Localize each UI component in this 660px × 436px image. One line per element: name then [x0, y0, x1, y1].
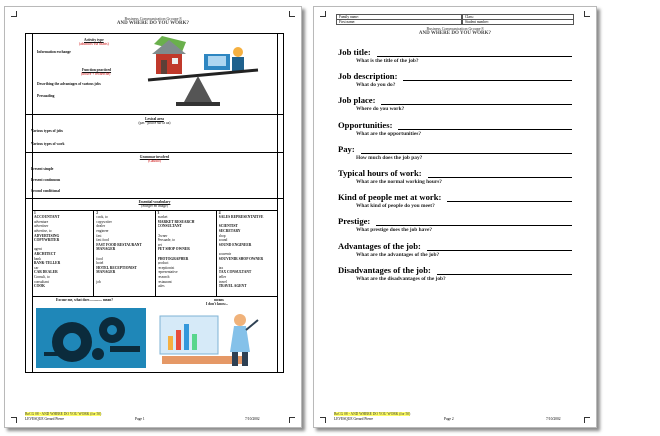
answer-line[interactable] [381, 104, 572, 105]
document-page-2 [313, 6, 597, 428]
question-hint: What are the disadvantages of the job? [356, 275, 446, 282]
footer-date: 7/10/2002 [546, 417, 561, 421]
vocab-word: COOK [34, 284, 45, 289]
footer-page: Page 1 [135, 417, 145, 421]
vocab-word: research [157, 274, 170, 279]
grammar-heading: Grammar involved [139, 155, 170, 159]
vocab-word: copywriter [96, 219, 112, 224]
lexical-item: Various types of work [31, 142, 65, 146]
answer-line[interactable] [427, 250, 572, 251]
vocab-word: representative [157, 270, 178, 275]
vocab-column-number: 4 [218, 211, 221, 215]
vocab-word: car [34, 265, 39, 270]
vocab-word: sales [157, 284, 165, 289]
scale-illustration [146, 36, 274, 110]
vocab-word: SCIENTIST [218, 224, 238, 229]
vocab-word: PHOTOGRAPHER [157, 256, 189, 261]
vocab-sub: (Sfinger en image) [141, 204, 168, 208]
page-title: AND WHERE DO YOU WORK? [116, 21, 190, 26]
question-label: Disadvantages of the job: [338, 264, 431, 275]
vocab-word: hotel [96, 261, 104, 266]
vocab-column [93, 210, 154, 296]
question-hint: Where do you work? [356, 106, 405, 113]
page-subtitle: Business Communication Groupe 8 [426, 26, 484, 31]
speech-bubble-left: Excuse me, what does ............. mean? [56, 298, 113, 302]
vocab-word: Owner [157, 233, 168, 238]
speech-bubble-right: means [214, 298, 224, 302]
footer-author: LEVESQUE Gerard Pierre [25, 417, 64, 421]
function-item: Describing the advantages of various jobs [37, 82, 101, 86]
lexical-sub: (pas - police sur la ua) [138, 121, 171, 125]
vocab-word: ACCOUNTANT [34, 215, 60, 220]
vocab-word: HOTEL RECEPTIONIST [96, 265, 137, 270]
answer-line[interactable] [377, 56, 572, 57]
document-page-1 [4, 6, 302, 428]
question-hint: What kind of people do you meet? [356, 203, 435, 210]
answer-line[interactable] [428, 177, 572, 178]
vocab-word: consultant [34, 279, 49, 284]
vocab-word: market [157, 215, 168, 220]
question-label: Prestige: [338, 216, 371, 227]
vocab-column [32, 210, 93, 296]
vocab-column [155, 210, 216, 296]
vocab-grid [32, 210, 277, 296]
student-number-field[interactable]: Student number: [462, 19, 574, 25]
footer-date: 7/10/2002 [245, 417, 260, 421]
vocab-word: CONSULTANT [157, 224, 182, 229]
grammar-item: Present simple [31, 167, 54, 171]
vocab-word: MANAGER [96, 247, 116, 252]
vocab-word: receptionist [157, 265, 175, 270]
vocab-word: PET SHOP OWNER [157, 247, 190, 252]
vocab-word: FAST FOOD RESTAURANT [96, 242, 142, 247]
crop-mark [320, 11, 326, 17]
question-hint: What is the title of the job? [356, 58, 419, 64]
question-hint: What prestige does the job have? [356, 227, 433, 234]
vocab-word: advertiser [34, 224, 49, 229]
vocab-word: SALES REPRESENTATIVE [218, 215, 264, 220]
crop-mark [289, 417, 295, 423]
lexical-heading: Lexical area [145, 117, 164, 121]
vocab-word: adventure [34, 219, 49, 224]
vocab-word: SOUVENIR SHOP OWNER [218, 256, 264, 261]
footer-page: Page 2 [444, 417, 454, 421]
vocab-word: ARCHITECT [34, 251, 56, 256]
answer-line[interactable] [361, 153, 572, 154]
grammar-item: Second conditional [31, 189, 61, 193]
vocab-word: travel [218, 279, 227, 284]
vocab-word: pet [157, 242, 162, 247]
vocab-word: sound [218, 238, 228, 243]
vocab-column-number: 2 [96, 211, 99, 215]
crop-mark [584, 417, 590, 423]
family-name-field[interactable]: Family name: [336, 14, 462, 20]
grammar-item: Present continuous [31, 178, 61, 182]
vocab-word: engineer [96, 228, 109, 233]
question-hint: What are the opportunities? [356, 130, 422, 137]
crop-mark [584, 11, 590, 17]
activity-sub: (abstracts via charts) [79, 42, 109, 46]
vocab-word: dealer [96, 224, 106, 229]
question-hint: What do you do? [356, 82, 396, 89]
speech-bubble-right-2: I don't know... [206, 302, 229, 306]
question-label: Job description: [338, 71, 398, 82]
vocab-word: COPYWRITER [34, 238, 60, 243]
activity-heading: Activity type [84, 38, 104, 42]
activity-item: Information exchange [37, 50, 71, 54]
function-heading: Function practiced [82, 68, 112, 72]
question-hint: What are the normal working hours? [356, 179, 443, 185]
answer-line[interactable] [447, 201, 572, 202]
vocab-word: cook, to [96, 215, 108, 220]
vocab-word: product [157, 261, 169, 266]
question-label: Opportunities: [338, 119, 393, 130]
vocab-heading: Essential vocabulary [138, 200, 171, 204]
gears-illustration [36, 308, 146, 368]
vocab-word: TAX CONSULTANT [218, 270, 252, 275]
footer-author: LEVESQUE Gerard Pierre [334, 417, 373, 421]
page-subtitle: Business Communication Groupe 8 [124, 16, 182, 21]
vocab-word: Persuade, to [157, 238, 176, 243]
function-sub: (trouve + recherché) [81, 72, 111, 76]
vocab-word: tax [218, 265, 224, 270]
function-item: Persuading [37, 94, 55, 98]
class-field[interactable]: Class: [462, 14, 574, 20]
vocab-word: fast [96, 233, 102, 238]
vocab-word: agent [34, 247, 42, 252]
vocab-word: CAR DEALER [34, 270, 58, 275]
vocab-word: food [96, 256, 103, 261]
vocab-word: MARKET RESEARCH [157, 219, 195, 224]
answer-line[interactable] [403, 80, 572, 81]
answer-line[interactable] [437, 274, 572, 275]
question-hint: How much does the job pay? [356, 154, 423, 161]
vocab-word: bank [34, 256, 41, 261]
crop-mark [11, 417, 17, 423]
question-label: Job title: [338, 47, 371, 57]
vocab-column-number: 1 [34, 211, 36, 215]
lexical-item: Various types of jobs [31, 129, 63, 133]
vocab-word: ADVERTISING [34, 233, 60, 238]
grammar-sub: (Gaudio) [148, 159, 161, 163]
vocab-word: SOUND ENGINEER [218, 242, 252, 247]
answer-line[interactable] [398, 129, 572, 130]
presentation-illustration [154, 306, 272, 368]
crop-mark [320, 417, 326, 423]
question-label: Pay: [338, 143, 355, 154]
question-label: Job place: [338, 95, 376, 106]
lesson-plan-table [25, 33, 284, 373]
first-name-field[interactable]: First name: [336, 19, 462, 25]
vocab-word: TRAVEL AGENT [218, 284, 247, 289]
footer-course: BoCG 08 - AND WHERE DO YOU WORK (for 50) [25, 412, 102, 416]
vocab-column-number: 3 [157, 211, 160, 215]
answer-line[interactable] [376, 225, 572, 226]
question-label: Kind of people met at work: [338, 192, 442, 203]
page-title: AND WHERE DO YOU WORK? [418, 31, 492, 36]
vocab-word: Consult, to [34, 274, 50, 279]
vocab-word: teller [218, 274, 227, 279]
vocab-word: SECRETARY [218, 228, 241, 233]
footer-course: BoCG 08 - AND WHERE DO YOU WORK (for 50) [334, 412, 411, 416]
vocab-word: job [96, 279, 101, 284]
vocab-word: advertise, to [34, 228, 52, 233]
vocab-word: shop [218, 233, 226, 238]
vocab-word: restaurant [157, 279, 172, 284]
question-label: Typical hours of work: [338, 168, 422, 178]
question-label: Advantages of the job: [338, 240, 421, 251]
vocab-word: MANAGER [96, 270, 116, 275]
vocab-word: souvenir [218, 251, 232, 256]
question-hint: What are the advantages of the job? [356, 251, 440, 258]
vocab-column [216, 210, 277, 296]
vocab-word: fast food [96, 238, 109, 243]
vocab-word: BANK-TELLER [34, 261, 61, 266]
